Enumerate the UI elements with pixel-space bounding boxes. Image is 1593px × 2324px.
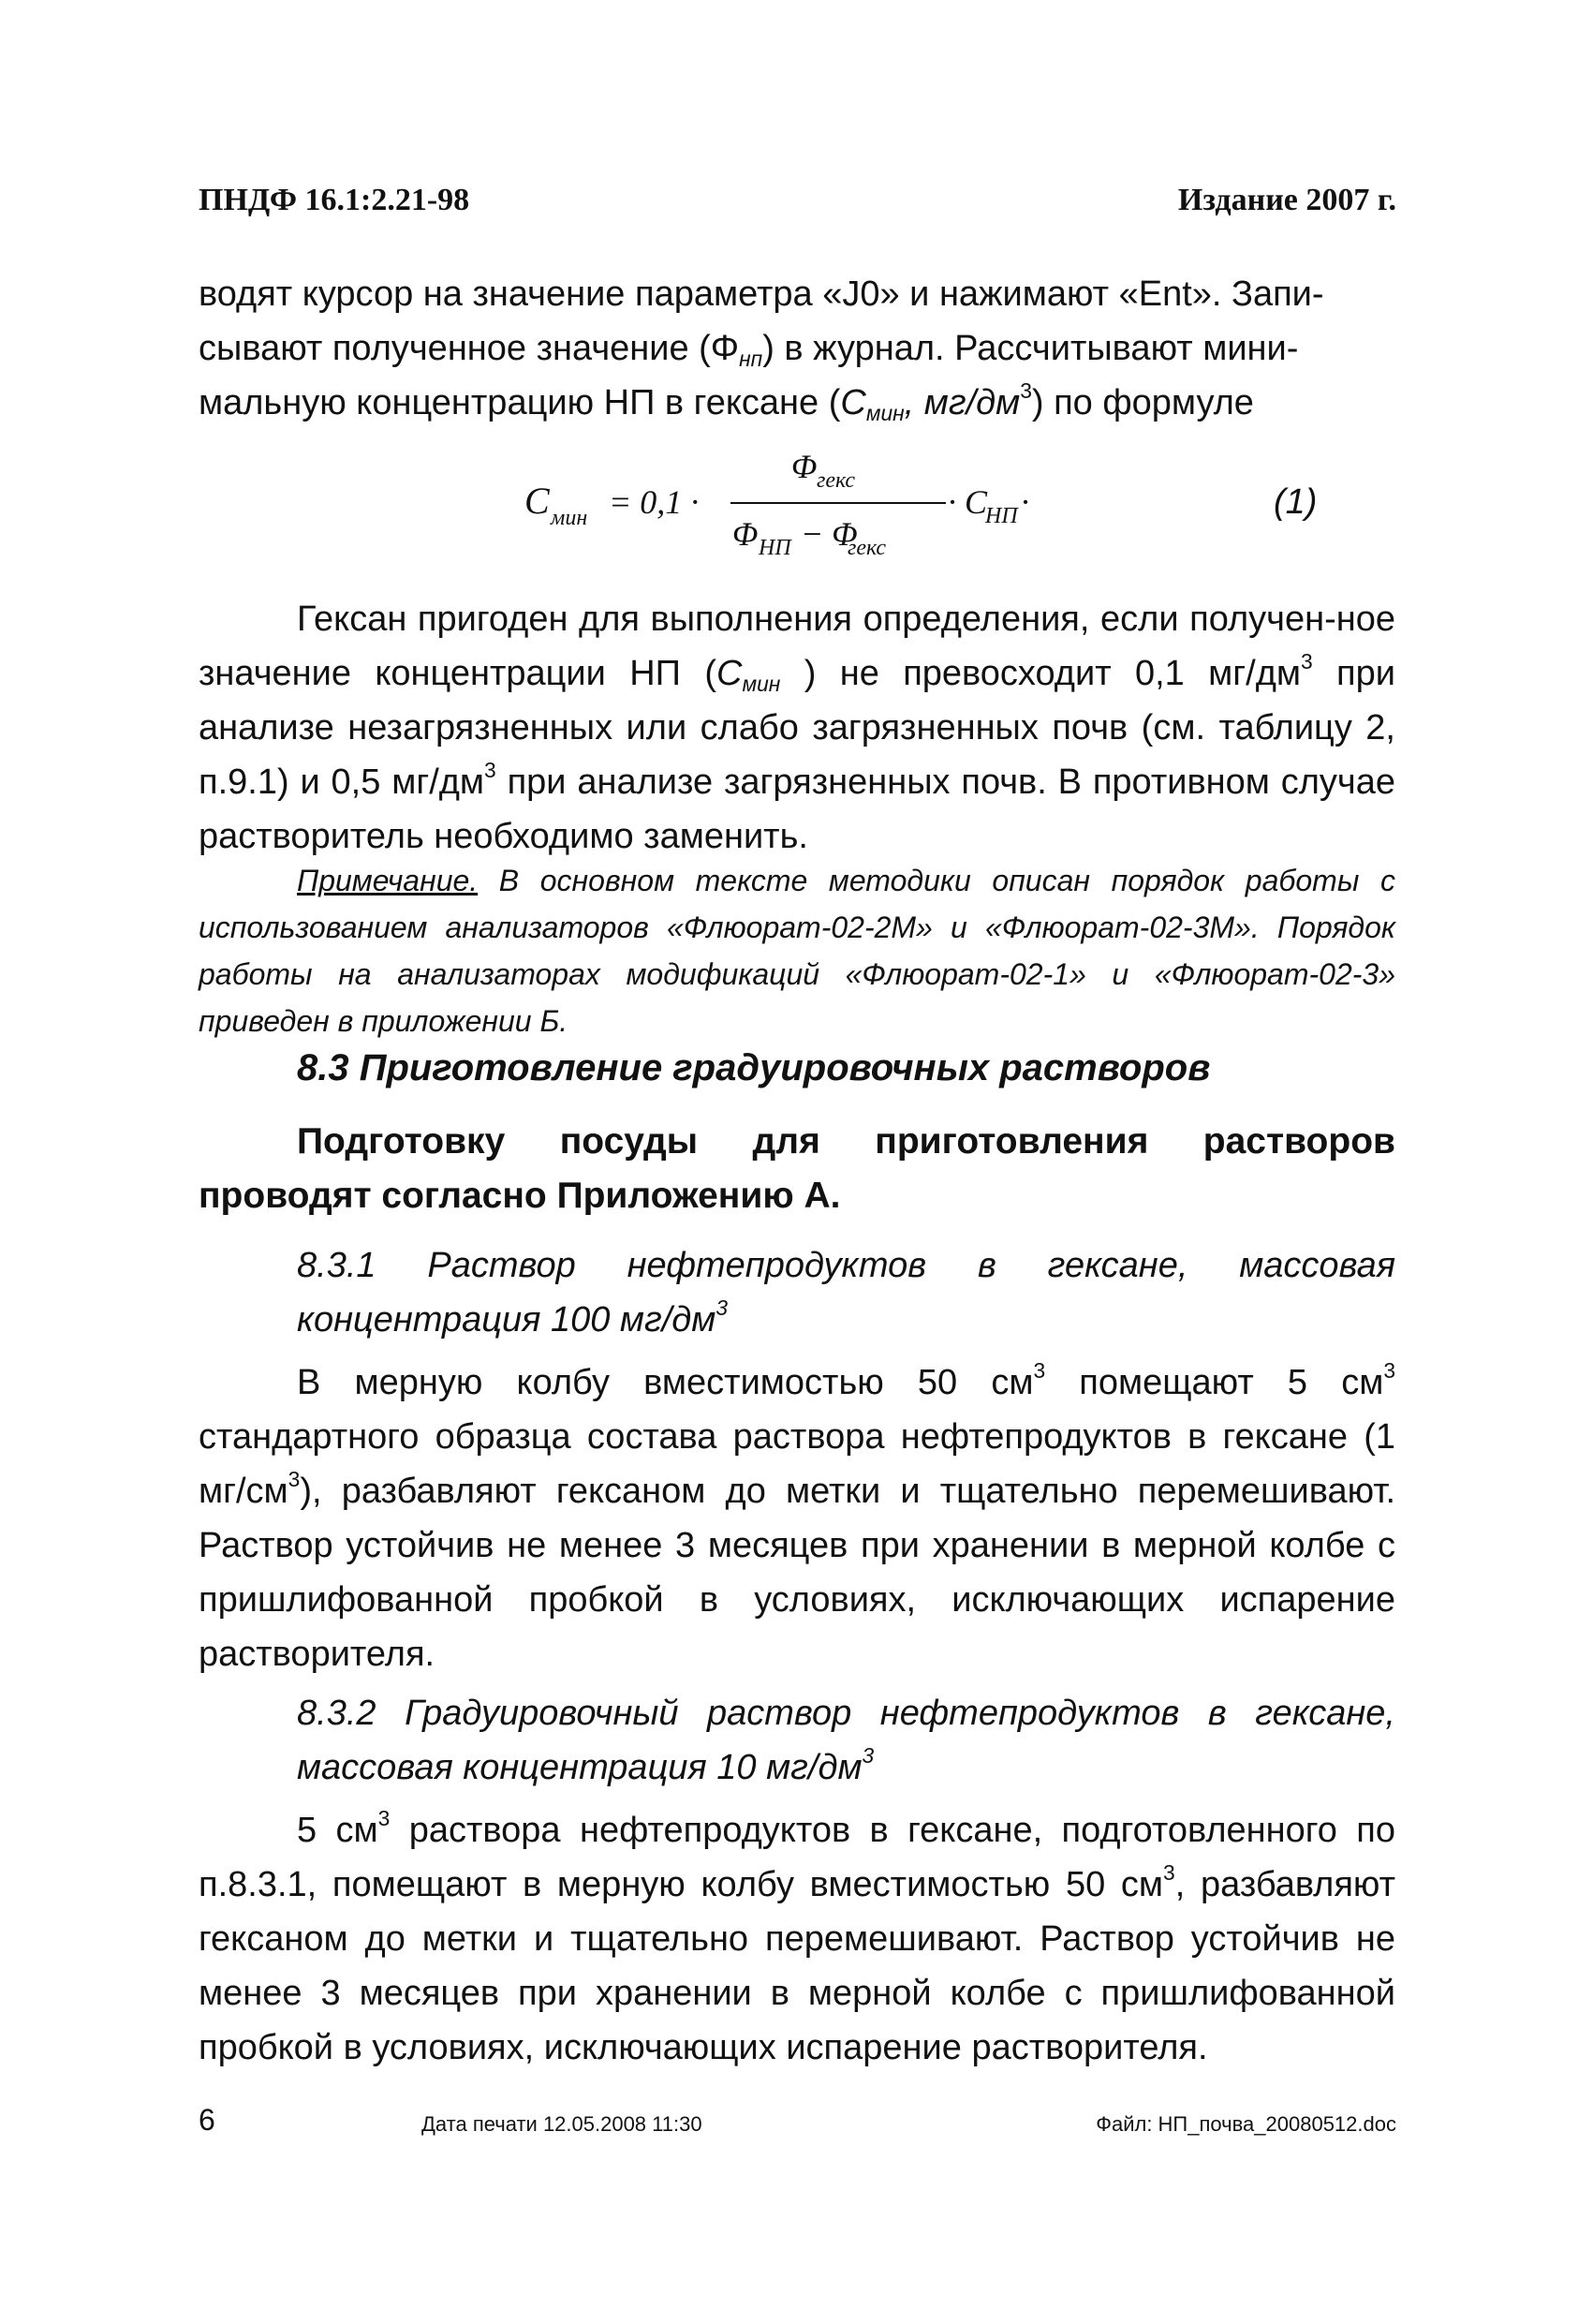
paragraph-intro (199, 267, 1395, 430)
paragraph-hexane: Гексан пригоден для выполнения определения, если получен-ное значение концентрации НП ($C_{мин}$ ) не превосходит 0,1 $мг/дм^3$ при анализе незагрязненных или слабо загрязненных почв (см. таблицу 2, п.9.1) и 0,5 $мг/дм^3$ при анализе загрязненных почв. В противном случае растворитель необходимо заменить. (199, 600, 1395, 856)
formula-lhs: C (524, 480, 550, 522)
formula-number: (1) (1274, 482, 1318, 522)
formula-den-b-sub: гекс (848, 536, 886, 560)
formula-den-a-sub: НП (759, 536, 791, 560)
edition-label: Издание 2007 г. (1177, 183, 1396, 217)
intro-line-2: сывают полученное значение $(\Phi_{нп})$ в журнал. Рассчитывают мини- (199, 329, 1299, 371)
formula-lhs-sub: мин (551, 506, 588, 530)
document-id: ПНДФ 16.1:2.21-98 (199, 183, 470, 217)
file-name: Файл: НП_почва_20080512.doc (1096, 2112, 1396, 2136)
intro-line-1: водят курсор на значение параметра «J0» и нажимают «Ent». Запи- (199, 274, 1324, 314)
formula-den-op: − Φ (801, 515, 858, 553)
note (199, 857, 1395, 1044)
section-8-3-2-paragraph: 5 $см^3$ раствора нефтепродуктов в гексане, подготовленного по п.8.3.1, помещают в мерную колбу вместимостью 50 $см^3$, разбавляют гексаном до метки и тщательно перемешивают. Раствор устойчив не менее 3 месяцев при хранении в мерной колбе с пришлифованной пробкой в условиях, исключающих испарение растворителя. (199, 1805, 1395, 2067)
note-label: Примечание. (297, 864, 479, 897)
formula-mult: · C (948, 483, 988, 521)
formula-mult-sub: НП (985, 504, 1018, 528)
section-8-3-paragraph: Подготовку посуды для приготовления растворов проводят согласно Приложению А. (199, 1121, 1395, 1216)
section-8-3-1-title: 8.3.1 Раствор нефтепродуктов в гексане, массовая концентрация 100 $мг/дм^3$ (297, 1246, 1395, 1340)
note-text: В основном тексте методики описан порядок работы с использованием анализаторов «Флюорат-02-2М» и «Флюорат-02-3М». Порядок работы на анализаторах модификаций «Флюорат-02-1» и «Флюорат-02-3» приведен в приложении Б. (199, 864, 1395, 1038)
section-8-3-2-title: 8.3.2 Градуировочный раствор нефтепродуктов в гексане, массовая концентрация 10 $мг/дм^3$ (297, 1694, 1395, 1787)
formula-svg (524, 440, 1367, 571)
page-number: 6 (199, 2103, 215, 2137)
formula-den-a: Φ (732, 515, 759, 553)
intro-line-3: мальную концентрацию НП в гексане ($C_{мин}$, $мг/дм^3$) по формуле (199, 377, 1254, 425)
formula-eq: = 0,1 · (609, 483, 700, 521)
formula-num: Φ (791, 448, 818, 485)
formula-num-sub: гекс (817, 468, 855, 493)
section-8-3-1-paragraph: В мерную колбу вместимостью 50 $см^3$ помещают 5 $см^3$ стандартного образца состава раствора нефтепродуктов в гексане (1 $мг/см^3$), разбавляют гексаном до метки и тщательно перемешивают. Раствор устойчив не менее 3 месяцев при хранении в мерной колбе с пришлифованной пробкой в условиях, исключающих испарение растворителя. (199, 1357, 1396, 1674)
formula-end: · (1021, 483, 1029, 521)
print-date: Дата печати 12.05.2008 11:30 (421, 2112, 702, 2136)
formula-1 (524, 440, 1367, 571)
section-8-3-title: 8.3 Приготовление градуировочных растворов (297, 1047, 1211, 1088)
